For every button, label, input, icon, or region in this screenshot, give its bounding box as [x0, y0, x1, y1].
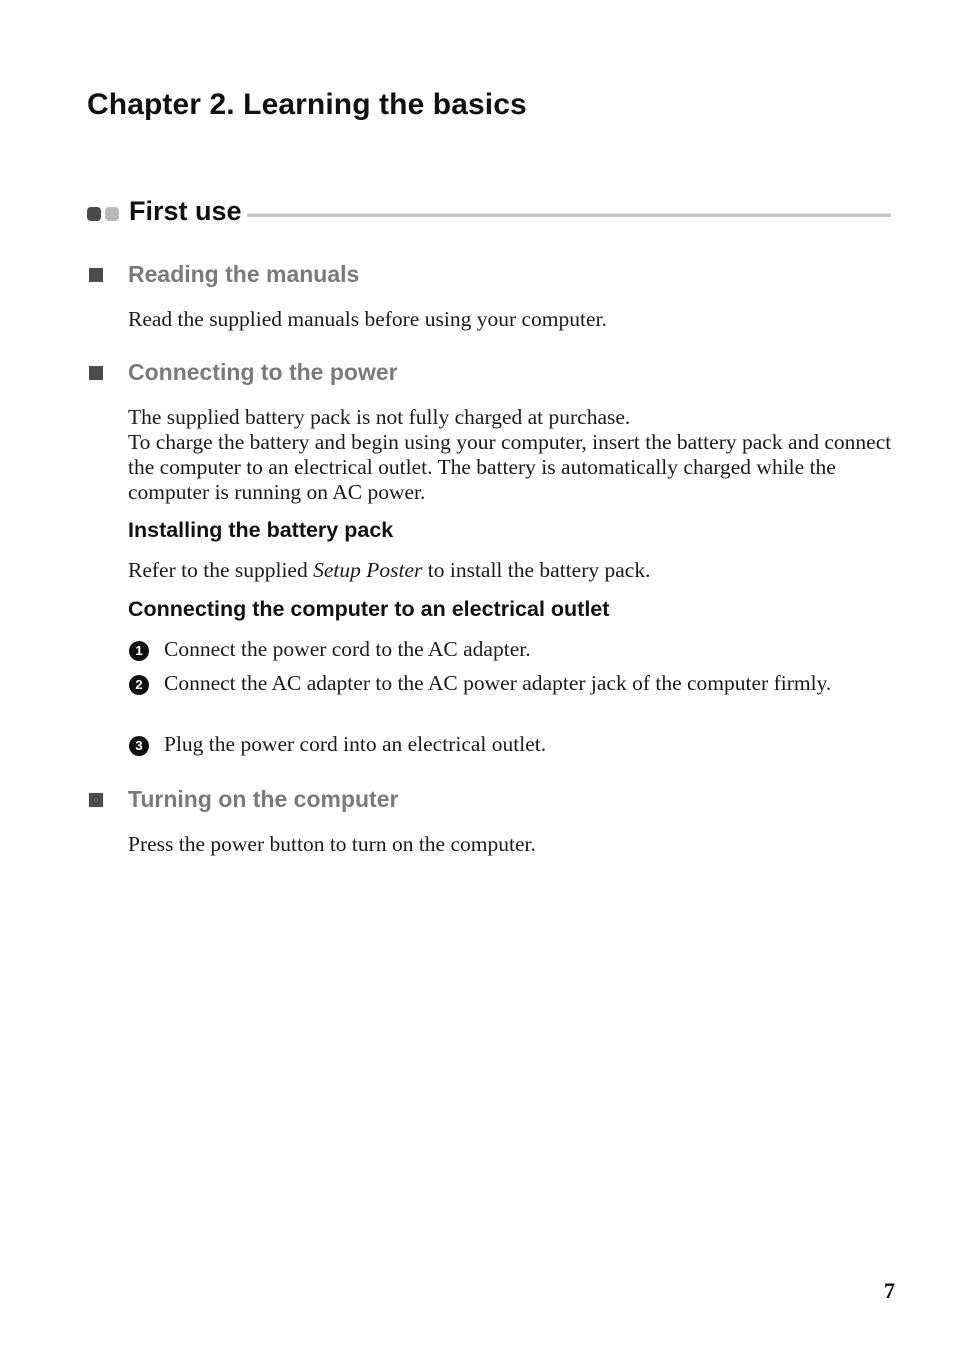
turning-on-heading: Turning on the computer — [128, 786, 399, 812]
install-battery-text-suffix: to install the battery pack. — [422, 558, 651, 582]
section-rule — [247, 213, 891, 217]
chapter-title: Chapter 2. Learning the basics — [87, 88, 527, 121]
square-bullet-icon — [89, 268, 103, 282]
step-3-text: Plug the power cord into an electrical outlet. — [164, 732, 547, 756]
step-2-text: Connect the AC adapter to the AC power adapter jack of the computer firmly. — [164, 671, 832, 695]
outlet-heading: Connecting the computer to an electrical outlet — [128, 597, 610, 621]
connecting-power-body-line1: The supplied battery pack is not fully charged at purchase. — [128, 405, 631, 429]
connecting-power-heading: Connecting to the power — [128, 359, 398, 385]
section-header — [87, 194, 891, 234]
setup-poster-title: Setup Poster — [313, 558, 423, 582]
turning-on-body: Press the power button to turn on the computer. — [128, 832, 536, 856]
reading-manuals-body: Read the supplied manuals before using your computer. — [128, 307, 607, 331]
step-number-3-icon: 3 — [129, 736, 149, 756]
connecting-power-body-line2: To charge the battery and begin using your computer, insert the battery pack and connect the computer to an electrical outlet. The battery is automatically charged while the computer is running on AC power. — [128, 430, 892, 504]
section-title: First use — [129, 196, 246, 227]
section-dots-icon — [87, 207, 123, 221]
install-battery-heading: Installing the battery pack — [128, 518, 394, 542]
page-number: 7 — [884, 1278, 895, 1303]
install-battery-body — [128, 558, 898, 583]
step-number-2-icon: 2 — [129, 675, 149, 695]
reading-manuals-heading: Reading the manuals — [128, 261, 360, 287]
step-number-1-icon: 1 — [129, 641, 149, 661]
square-bullet-icon — [89, 793, 103, 807]
square-bullet-icon — [89, 366, 103, 380]
step-1-text: Connect the power cord to the AC adapter. — [164, 637, 531, 661]
install-battery-text-prefix: Refer to the supplied — [128, 558, 314, 582]
